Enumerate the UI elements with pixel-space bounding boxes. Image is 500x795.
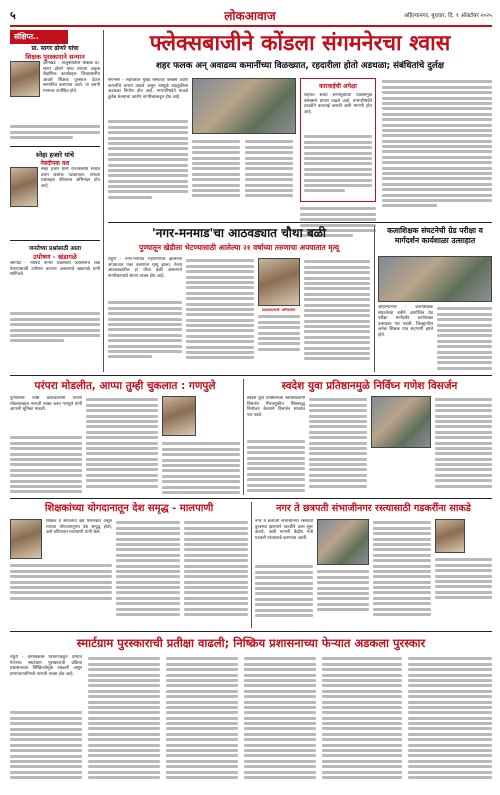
swadesh-body-continued <box>247 438 305 494</box>
page-number: ५ <box>10 9 16 22</box>
smartgram-body-continued <box>244 655 316 781</box>
sidebar-item-body-continued <box>10 123 100 143</box>
gadkari-body: नगर ते छत्रपती संभाजीनगर रस्त्याची दुरवस्था झाल्याने तातडीने काम सुरू करावे, अशी मागणी केंद्रीय मंत्री गडकरी यांच्याकडे करण्यात आली. <box>255 519 313 541</box>
sidebar <box>10 30 100 372</box>
swadesh-body-continued <box>309 396 367 490</box>
sidebar-item <box>10 44 100 94</box>
art-photo <box>378 256 492 302</box>
road-body: राहुरी - नगर-मनमाड महामार्गावर झालेल्या अपघातात एका तरुणाचा मृत्यू झाला. गेल्या आठवड्यातील हा चौथा बळी असल्याने नागरिकांमध्ये संताप व्यक्त होत आहे. <box>108 257 182 279</box>
gadkari-body-continued <box>435 556 492 602</box>
column-divider <box>103 30 104 372</box>
gadkari-photo <box>317 519 369 565</box>
lead-body-columns <box>192 138 240 200</box>
gadkari-headline: नगर ते छत्रपती संभाजीनगर रस्त्यासाठी गडकरींना साकडे <box>276 503 471 514</box>
swadesh-body: स्वदेश युवा प्रतिष्ठानच्या स्वयंसेवकांनी विसर्जन मिरवणुकीत शिस्तबद्ध नियोजन केल्याने विसर्जन शांततेत पार पडले. <box>247 396 305 418</box>
sidebar-item-body: श्रीगोंदा - विविध नागरी प्रश्नांसाठी प्रशासनाचे लक्ष वेधण्यासाठी उपोषण करणार असल्याचे खंडागळे यांनी सांगितले. <box>10 261 100 278</box>
lead-subheadline: शहर फलक अन् अवाढव्य कमानींच्या विळख्यात, रहदारीला होतो अडथळा; संबंधितांचे दुर्लक्ष <box>156 61 444 71</box>
sidebar-item-headline: शिक्षक पुरस्काराने सन्मान <box>25 53 85 61</box>
road-body-continued <box>186 257 254 362</box>
swadesh-headline: स्वदेश युवा प्रतिष्ठानमुळे निर्विघ्न गणेश विसर्जन <box>281 380 458 392</box>
teacher-body: शिक्षक हे समाजाचे खरे शिल्पकार असून त्यांच्या योगदानातूनच देश समृद्ध होतो, असे प्रतिपादन मालपाणी यांनी केले. <box>46 519 112 536</box>
sidebar-item <box>10 244 100 278</box>
lead-body: संगमनेर - शहरातील मुख्य रस्त्यांवर फ्लेक्स आणि कमानींचे प्रमाण वाढले असून त्यामुळे वाहतुकीला अडथळा निर्माण होत आहे. नगरपरिषदेने याकडे दुर्लक्ष केल्याचा आरोप नागरिकांकडून होत आहे. <box>108 78 188 100</box>
art-body-continued <box>437 305 492 372</box>
teacher-body-continued <box>10 562 112 602</box>
smartgram-body-continued <box>10 709 82 781</box>
callout-box <box>300 78 376 202</box>
lead-body-columns <box>245 138 293 200</box>
gan-body-continued <box>86 396 158 490</box>
sidebar-label: संक्षिप्त.. <box>10 30 68 44</box>
smartgram-body-continued <box>166 655 238 781</box>
art-body: अहिल्यानगर - कलाशिक्षक संघटनेच्या वतीने आयोजित ग्रेड परीक्षा मार्गदर्शन कार्यशाळा उत्साहात पार पडली. जिल्ह्यातील अनेक शिक्षक यात सहभागी झाले होते. <box>378 305 433 338</box>
teacher-photo <box>10 519 42 559</box>
teacher-body-continued <box>184 519 248 618</box>
smartgram-headline: स्मार्टग्राम पुरस्काराची प्रतीक्षा वाढली; निष्क्रिय प्रशासनाच्या फेऱ्यात अडकला पुरस्कार <box>76 636 426 650</box>
sidebar-photo <box>10 167 38 207</box>
masthead-title: लोकआवाज <box>224 9 276 23</box>
swadesh-body-continued <box>435 396 492 490</box>
lead-headline: फ्लेक्सबाजीने कोंडला संगमनेरचा श्वास <box>149 31 451 56</box>
masthead-date: अहिल्यानगर, बुधवार, दि. १ ऑक्टोबर २०२५ <box>403 13 492 19</box>
swadesh-photo <box>371 396 431 448</box>
lead-photo <box>192 78 296 134</box>
sidebar-item-body: जामखेड - तालुक्यातील शिक्षक प्रा. सागर ढोणरे यांना त्यांच्या उत्कृष्ट शैक्षणिक कार्याबद्दल जिल्हास्तरीय आदर्श शिक्षक पुरस्कार देऊन सन्मानित करण्यात आले. या प्रसंगी मान्यवर उपस्थित होते. <box>43 61 100 94</box>
lead-body-columns <box>108 118 188 201</box>
gan-body-continued <box>162 440 240 496</box>
column-divider <box>243 379 244 495</box>
smartgram-body-continued <box>322 655 402 781</box>
road-photo-caption-box <box>258 308 300 353</box>
teacher-body-continued <box>116 519 180 618</box>
gadkari-body-continued <box>373 519 431 618</box>
lead-body-columns <box>382 78 492 210</box>
smartgram-body: राहुरी - ग्रामविकास विभागाकडून देण्यात येणाऱ्या स्मार्टग्राम पुरस्काराची प्रक्रिया प्रशासनाच्या निष्क्रियतेमुळे रखडली असून ग्रामपंचायतींमध्ये नाराजी व्यक्त होत आहे. <box>10 655 82 677</box>
masthead <box>10 6 492 24</box>
sidebar-photo <box>10 61 40 97</box>
sidebar-item-headline: नेत्रदीपक यश <box>40 160 70 167</box>
sidebar-divider <box>10 240 100 241</box>
art-headline: कलाशिक्षक संघटनेची ग्रेड परीक्षा व मार्गदर्शन कार्यशाळा उत्साहात <box>387 226 483 245</box>
road-photo-caption: व्यवस्थापनाची 'अनिवार्यता' <box>261 308 297 312</box>
sidebar-item-headline: प्रा. सागर ढोणरे यांचा <box>31 45 79 52</box>
sidebar-divider <box>10 146 100 147</box>
section-divider <box>108 222 492 223</box>
road-subheadline: पुण्यातून खेडीला भेटण्यासाठी आलेल्या २१ वर्षाच्या तरुणाचा अपघातात मृत्यू <box>139 243 339 252</box>
road-headline: 'नगर-मनमाड'चा आठवड्यात चौथा बळी <box>152 226 326 240</box>
sidebar-item <box>10 150 100 189</box>
sidebar-item-headline: उपोषण - खंडागळे <box>33 253 77 261</box>
gan-headline: परंपरा मोडलीत, आप्पा तुम्ही चुकलात : गणपुले <box>34 380 216 392</box>
gadkari-inset-photo <box>435 519 465 553</box>
sidebar-item-body-continued <box>10 310 100 345</box>
sidebar-item-headline: जनतेच्या प्रश्नांसाठी आता <box>29 246 81 252</box>
column-divider <box>251 502 252 628</box>
section-divider <box>10 375 492 376</box>
road-body-continued <box>108 299 182 361</box>
sidebar-item-headline: स्नेहा हजारे यांचे <box>36 151 74 159</box>
callout-body: शहरात सध्या सणासुदीच्या दिवसांमुळे फ्लेक्सचे प्रमाण वाढले आहे. नगरपरिषदेने तातडीने कारवाई करावी अशी मागणी होत आहे. <box>304 93 372 115</box>
section-divider <box>10 631 492 632</box>
gan-body-continued <box>10 434 82 496</box>
gadkari-body-continued <box>317 568 369 614</box>
smartgram-body-continued <box>88 655 160 781</box>
teacher-headline: शिक्षकांच्या योगदानातून देश समृद्ध - मालपाणी <box>44 503 214 514</box>
smartgram-body-continued <box>408 655 492 781</box>
callout-title: कारवाईची अपेक्षा <box>319 83 357 90</box>
column-divider <box>374 226 375 372</box>
road-body-continued <box>304 258 370 363</box>
gan-body: पुण्यातील ज्येष्ठ कार्यकर्त्यांनी परंपरा मोडल्याबद्दल नाराजी व्यक्त करत गणपुले यांनी आपली भूमिका मांडली. <box>10 396 82 413</box>
masthead-rule <box>10 25 492 27</box>
sidebar-item-body: स्नेहा हजारे यांनी राज्यस्तरीय स्पर्धेत प्रथम क्रमांक पटकावला. त्यांच्या यशाबद्दल परिसरात अभिनंदन होत आहे. <box>41 167 100 189</box>
road-photo <box>258 258 300 306</box>
section-divider <box>10 498 492 499</box>
gan-photo <box>162 396 196 436</box>
callout-body-continued <box>304 135 372 192</box>
gadkari-body-continued <box>255 563 313 619</box>
